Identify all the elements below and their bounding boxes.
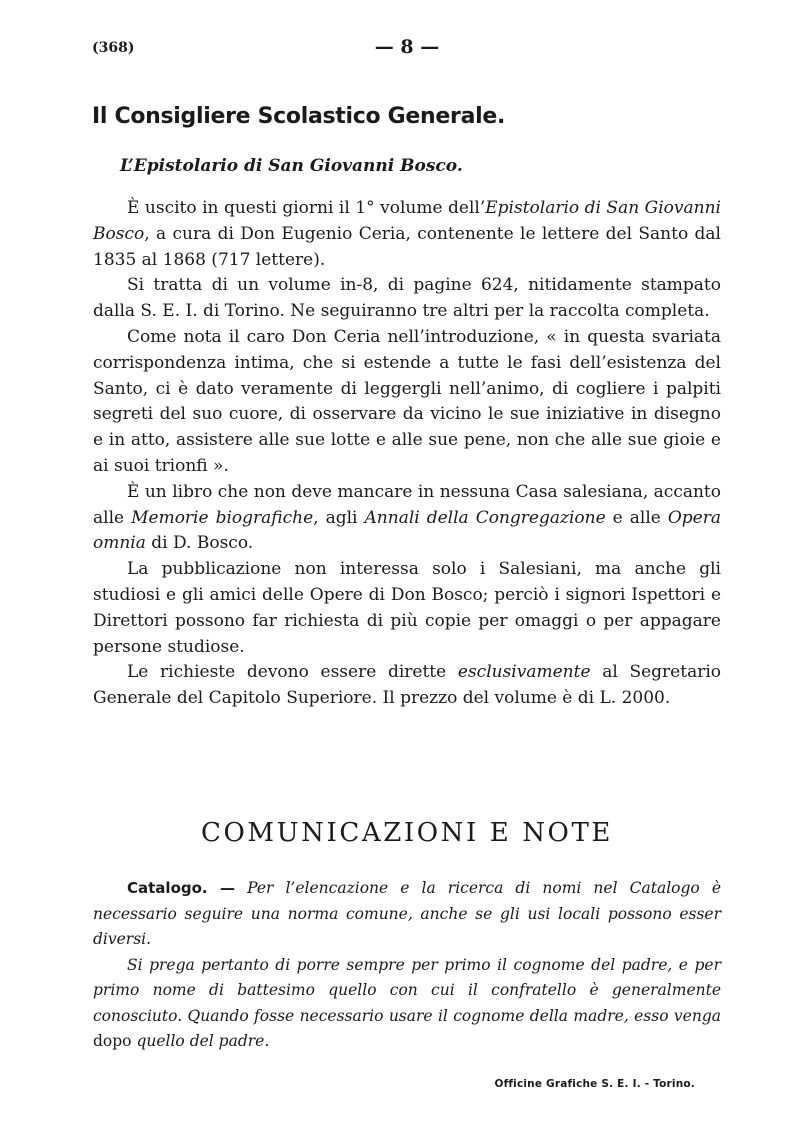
section-title: Il Consigliere Scolastico Generale. — [92, 104, 506, 129]
catalog-paragraph-2 — [93, 953, 721, 1055]
article-body — [93, 196, 721, 712]
text-run: Le richieste devono essere dirette — [127, 662, 458, 683]
paragraph-1 — [93, 196, 721, 273]
text-run: È un libro che non deve mancare in nessuna Casa salesiana, accanto alle — [93, 481, 721, 528]
page-header — [92, 38, 722, 62]
book-title: Epistolario di San Giovanni Bosco — [93, 198, 721, 244]
page-reference: (368) — [92, 40, 135, 56]
book-title: Opera omnia — [93, 507, 721, 554]
text-run: È uscito in questi giorni il 1° volume dell’ — [127, 198, 486, 218]
paragraph-6 — [93, 660, 721, 712]
catalog-paragraph-1 — [93, 876, 721, 953]
catalog-lead: Catalogo. — — [127, 879, 235, 897]
paragraph-3: Come nota il caro Don Ceria nell’introduzione, « in questa svariata corrispondenza intima, che si estende a tutte le fasi dell’esistenza del Santo, ci è dato veramente di leggergli nell’animo, di cogliere i palpiti segreti del suo cuore, di osservare da vicino le sue iniziative in disegno e in atto, assistere alle sue lotte e alle sue pene, non che alle sue gioie e ai suoi trionfi ». — [93, 326, 721, 476]
paragraph-2: Si tratta di un volume in-8, di pagine 624, nitidamente stampato dalla S. E. I. di Torino. Ne seguiranno tre altri per la raccolta completa. — [93, 275, 721, 322]
text-run: Per l’elencazione e la ricerca di nomi nel Catalogo è necessario seguire una norma comune, anche se gli usi locali possono esser diversi. — [93, 879, 721, 948]
paragraph-5: La pubblicazione non interessa solo i Salesiani, ma anche gli studiosi e gli amici delle Opere di Don Bosco; perciò i signori Ispettori e Direttori possono far richiesta di più copie per omaggi o per appagare persone studiose. — [93, 559, 721, 657]
text-run: e alle — [605, 507, 668, 528]
text-run: al Segretario Generale del Capitolo Superiore. Il prezzo del volume è di L. 2000. — [93, 662, 722, 709]
emphasis: dopo — [93, 1032, 132, 1050]
notes-section-title: COMUNICAZIONI E NOTE — [200, 818, 613, 848]
text-run: quello del padre. — [131, 1032, 270, 1050]
emphasis: esclusivamente — [457, 662, 591, 683]
paragraph-4 — [93, 480, 721, 557]
section-subtitle: L’Epistolario di San Giovanni Bosco. — [120, 156, 463, 176]
book-title: Memorie biografiche — [131, 507, 314, 528]
text-run: Si prega pertanto di porre sempre per primo il cognome del padre, e per primo nome di battesimo quello con cui il confratello è generalmente conosciuto. Quando fosse necessario usare il cognome della madre, esso venga — [93, 955, 721, 1025]
text-run: , a cura di Don Eugenio Ceria, contenente le lettere del Santo dal 1835 al 1868 (717 lettere). — [93, 223, 721, 270]
printer-imprint: Officine Grafiche S. E. I. - Torino. — [494, 1078, 695, 1090]
page-number: — 8 — — [374, 36, 440, 58]
book-title: Annali della Congregazione — [364, 507, 606, 528]
notes-body — [93, 876, 721, 1055]
text-run: di D. Bosco. — [145, 533, 254, 554]
text-run: , agli — [313, 507, 365, 528]
